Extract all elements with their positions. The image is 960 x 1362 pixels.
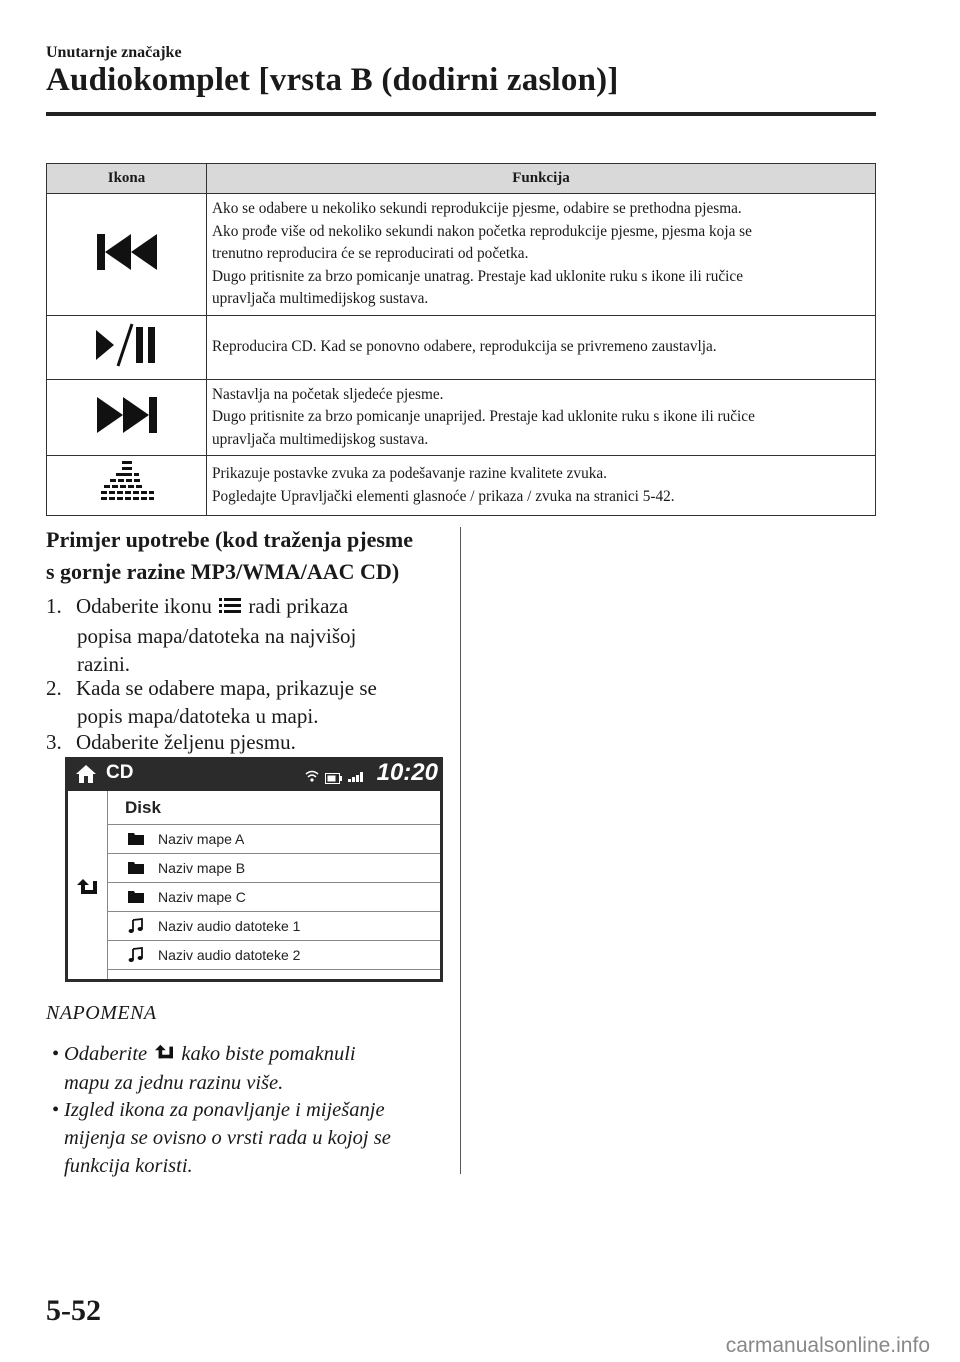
table-row xyxy=(47,379,876,456)
folder-up-icon xyxy=(153,1041,175,1069)
table-header-row xyxy=(47,164,876,194)
battery-icon xyxy=(325,771,343,789)
section-label: Unutarnje značajke xyxy=(46,44,182,61)
column-divider xyxy=(460,527,461,1174)
next-track-icon xyxy=(95,422,159,439)
list-item-label: Naziv audio datoteke 2 xyxy=(158,947,301,963)
music-note-icon xyxy=(128,947,144,966)
example-heading: Primjer upotrebe (kod traženja pjesme s gornje razine MP3/WMA/AAC CD) xyxy=(46,527,413,584)
list-item[interactable] xyxy=(108,883,440,912)
screen-title: CD xyxy=(106,762,134,783)
list-item-label: Naziv mape C xyxy=(158,889,246,905)
folder-icon xyxy=(128,860,144,877)
screen-clock: 10:20 xyxy=(376,759,438,786)
list-item[interactable] xyxy=(108,941,440,970)
list-item[interactable] xyxy=(108,912,440,941)
table-row xyxy=(47,194,876,316)
folder-up-button[interactable] xyxy=(68,791,108,979)
list-header xyxy=(108,791,440,825)
folder-up-icon xyxy=(75,877,99,902)
step-3: 3. Odaberite željenu pjesmu. xyxy=(46,730,296,754)
list-item[interactable] xyxy=(108,854,440,883)
function-table xyxy=(46,163,876,516)
note-heading: NAPOMENA xyxy=(46,1002,157,1024)
header-function-col: Funkcija xyxy=(207,164,876,194)
header-icon-col: Ikona xyxy=(47,164,207,194)
play-pause-icon xyxy=(94,355,160,372)
folder-icon xyxy=(128,889,144,906)
list-item-label: Naziv mape A xyxy=(158,831,245,847)
function-description: Nastavlja na početak sljedeće pjesme. Dugo pritisnite za brzo pomicanje unaprijed. Prestaje kad uklonite ruku s ikone ili ručice upravljača multimedijskog sustava. xyxy=(207,379,876,456)
function-description: Ako se odabere u nekoliko sekundi reprodukcije pjesme, odabire se prethodna pjesma. Ako prođe više od nekoliko sekundi nakon početka reprodukcije pjesme, pjesma koja se trenutno reproducira će se reproducirati od početka. Dugo pritisnite za brzo pomicanje unatrag. Prestaje kad uklonite ruku s ikone ili ručice upravljača multimedijskog sustava. xyxy=(207,194,876,316)
previous-track-icon xyxy=(95,259,159,276)
screen-header xyxy=(65,757,443,791)
music-note-icon xyxy=(128,918,144,937)
note-item: • Izgled ikona za ponavljanje i miješanje mijenja se ovisno o vrsti rada u kojoj se funkcija koristi. xyxy=(52,1099,391,1177)
wifi-icon xyxy=(305,769,319,788)
signal-icon xyxy=(348,769,366,787)
folder-icon xyxy=(128,831,144,848)
note-item: • Odaberite kako biste pomaknuli mapu za jednu razinu više. xyxy=(52,1043,356,1095)
list-item-label: Naziv audio datoteke 1 xyxy=(158,918,301,934)
cd-screen xyxy=(65,757,443,982)
table-row xyxy=(47,456,876,516)
watermark: carmanualsonline.info xyxy=(725,1334,930,1357)
list-icon xyxy=(219,594,241,622)
function-description: Prikazuje postavke zvuka za podešavanje razine kvalitete zvuka. Pogledajte Upravljački elementi glasnoće / prikaza / zvuka na stranici 5-42. xyxy=(207,456,876,516)
title-rule xyxy=(46,112,876,116)
home-icon[interactable] xyxy=(75,763,97,790)
step-2: 2. Kada se odabere mapa, prikazuje se popis mapa/datoteka u mapi. xyxy=(46,676,377,728)
file-list xyxy=(108,791,440,979)
step-1: 1. Odaberite ikonu radi prikaza popisa mapa/datoteka na najvišoj razini. xyxy=(46,594,357,677)
page-number: 5-52 xyxy=(46,1294,101,1327)
sound-settings-icon xyxy=(99,494,155,511)
page-title: Audiokomplet [vrsta B (dodirni zaslon)] xyxy=(46,62,619,98)
list-item[interactable] xyxy=(108,825,440,854)
screen-body xyxy=(68,791,440,979)
disk-label: Disk xyxy=(125,798,161,817)
table-row xyxy=(47,315,876,379)
list-item-label: Naziv mape B xyxy=(158,860,246,876)
function-description: Reproducira CD. Kad se ponovno odabere, reprodukcija se privremeno zaustavlja. xyxy=(207,315,876,379)
